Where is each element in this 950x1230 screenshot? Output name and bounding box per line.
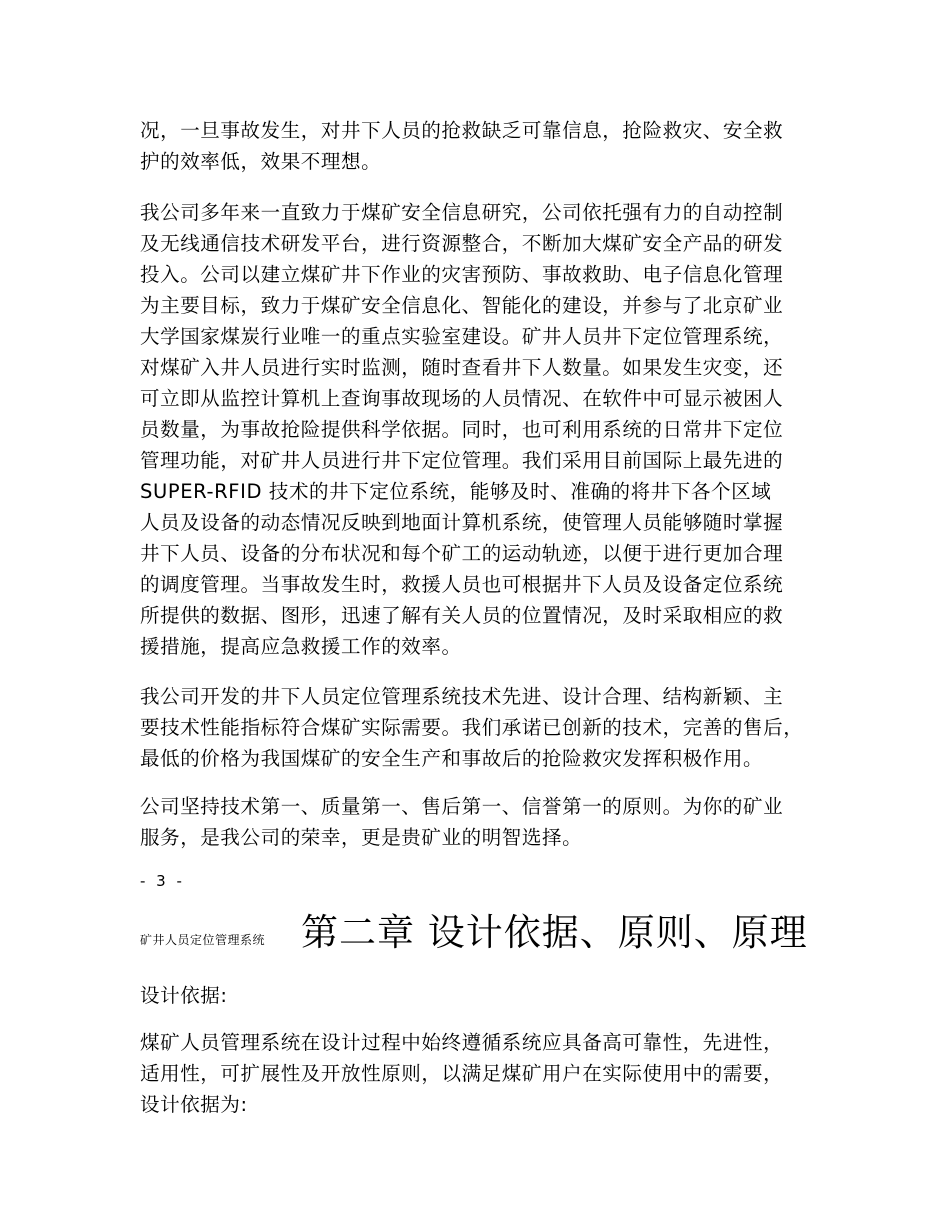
chapter-title: 第二章 设计依据、原则、原理 [301,911,808,954]
running-header: 矿井人员定位管理系统 [140,933,266,947]
paragraph-3: 我公司开发的井下人员定位管理系统技术先进、设计合理、结构新颖、主 要技术性能指标符合煤矿实际需要。我们承诺已创新的技术，完善的售后， 最低的价格为我国煤矿的安全生产和事故后的抢险救灾发挥积极作用。 [140,685,804,770]
section-label: 设计依据: [140,984,228,1007]
paragraph-1: 况，一旦事故发生，对井下人员的抢救缺乏可靠信息，抢险救灾、安全救 护的效率低，效果不理想。 [140,119,784,173]
paragraph-4: 公司坚持技术第一、质量第一、售后第一、信誉第一的原则。为你的矿业 服务，是我公司的荣幸，更是贵矿业的明智选择。 [140,795,784,849]
paragraph-2: 我公司多年来一直致力于煤矿安全信息研究，公司依托强有力的自动控制 及无线通信技术研发平台，进行资源整合，不断加大煤矿安全产品的研发 投入。公司以建立煤矿井下作业的灾害预防、事故救助、电子信息化管理 为主要目标，致力于煤矿安全信息化、智能化的建设，并参与了北京矿业 大学国家煤炭行业唯一的重点实验室建设。矿井人员井下定位管理系统， 对煤矿入井人员进行实时监测，随时查看井下人数量。如果发生灾变，还 可立即从监控计算机上查询事故现场的人员情况、在软件中可显示被困人 员数量，为事故抢险提供科学依据。同时，也可利用系统的日常井下定位 管理功能，对矿井人员进行井下定位管理。我们采用目前国际上最先进的 SUPER-RFID 技术的井下定位系统，能够及时、准确的将井下各个区域 人员及设备的动态情况反映到地面计算机系统，使管理人员能够随时掌握 井下人员、设备的分布状况和每个矿工的运动轨迹，以便于进行更加合理 的调度管理。当事故发生时，救援人员也可根据井下人员及设备定位系统 所提供的数据、图形，迅速了解有关人员的位置情况，及时采取相应的救 援措施，提高应急救援工作的效率。 [140,201,784,658]
paragraph-5: 煤矿人员管理系统在设计过程中始终遵循系统应具备高可靠性，先进性， 适用性，可扩展性及开放性原则，以满足煤矿用户在实际使用中的需要， 设计依据为: [140,1031,784,1116]
chapter-heading-line [140,905,840,965]
page-number: - 3 - [140,872,185,890]
